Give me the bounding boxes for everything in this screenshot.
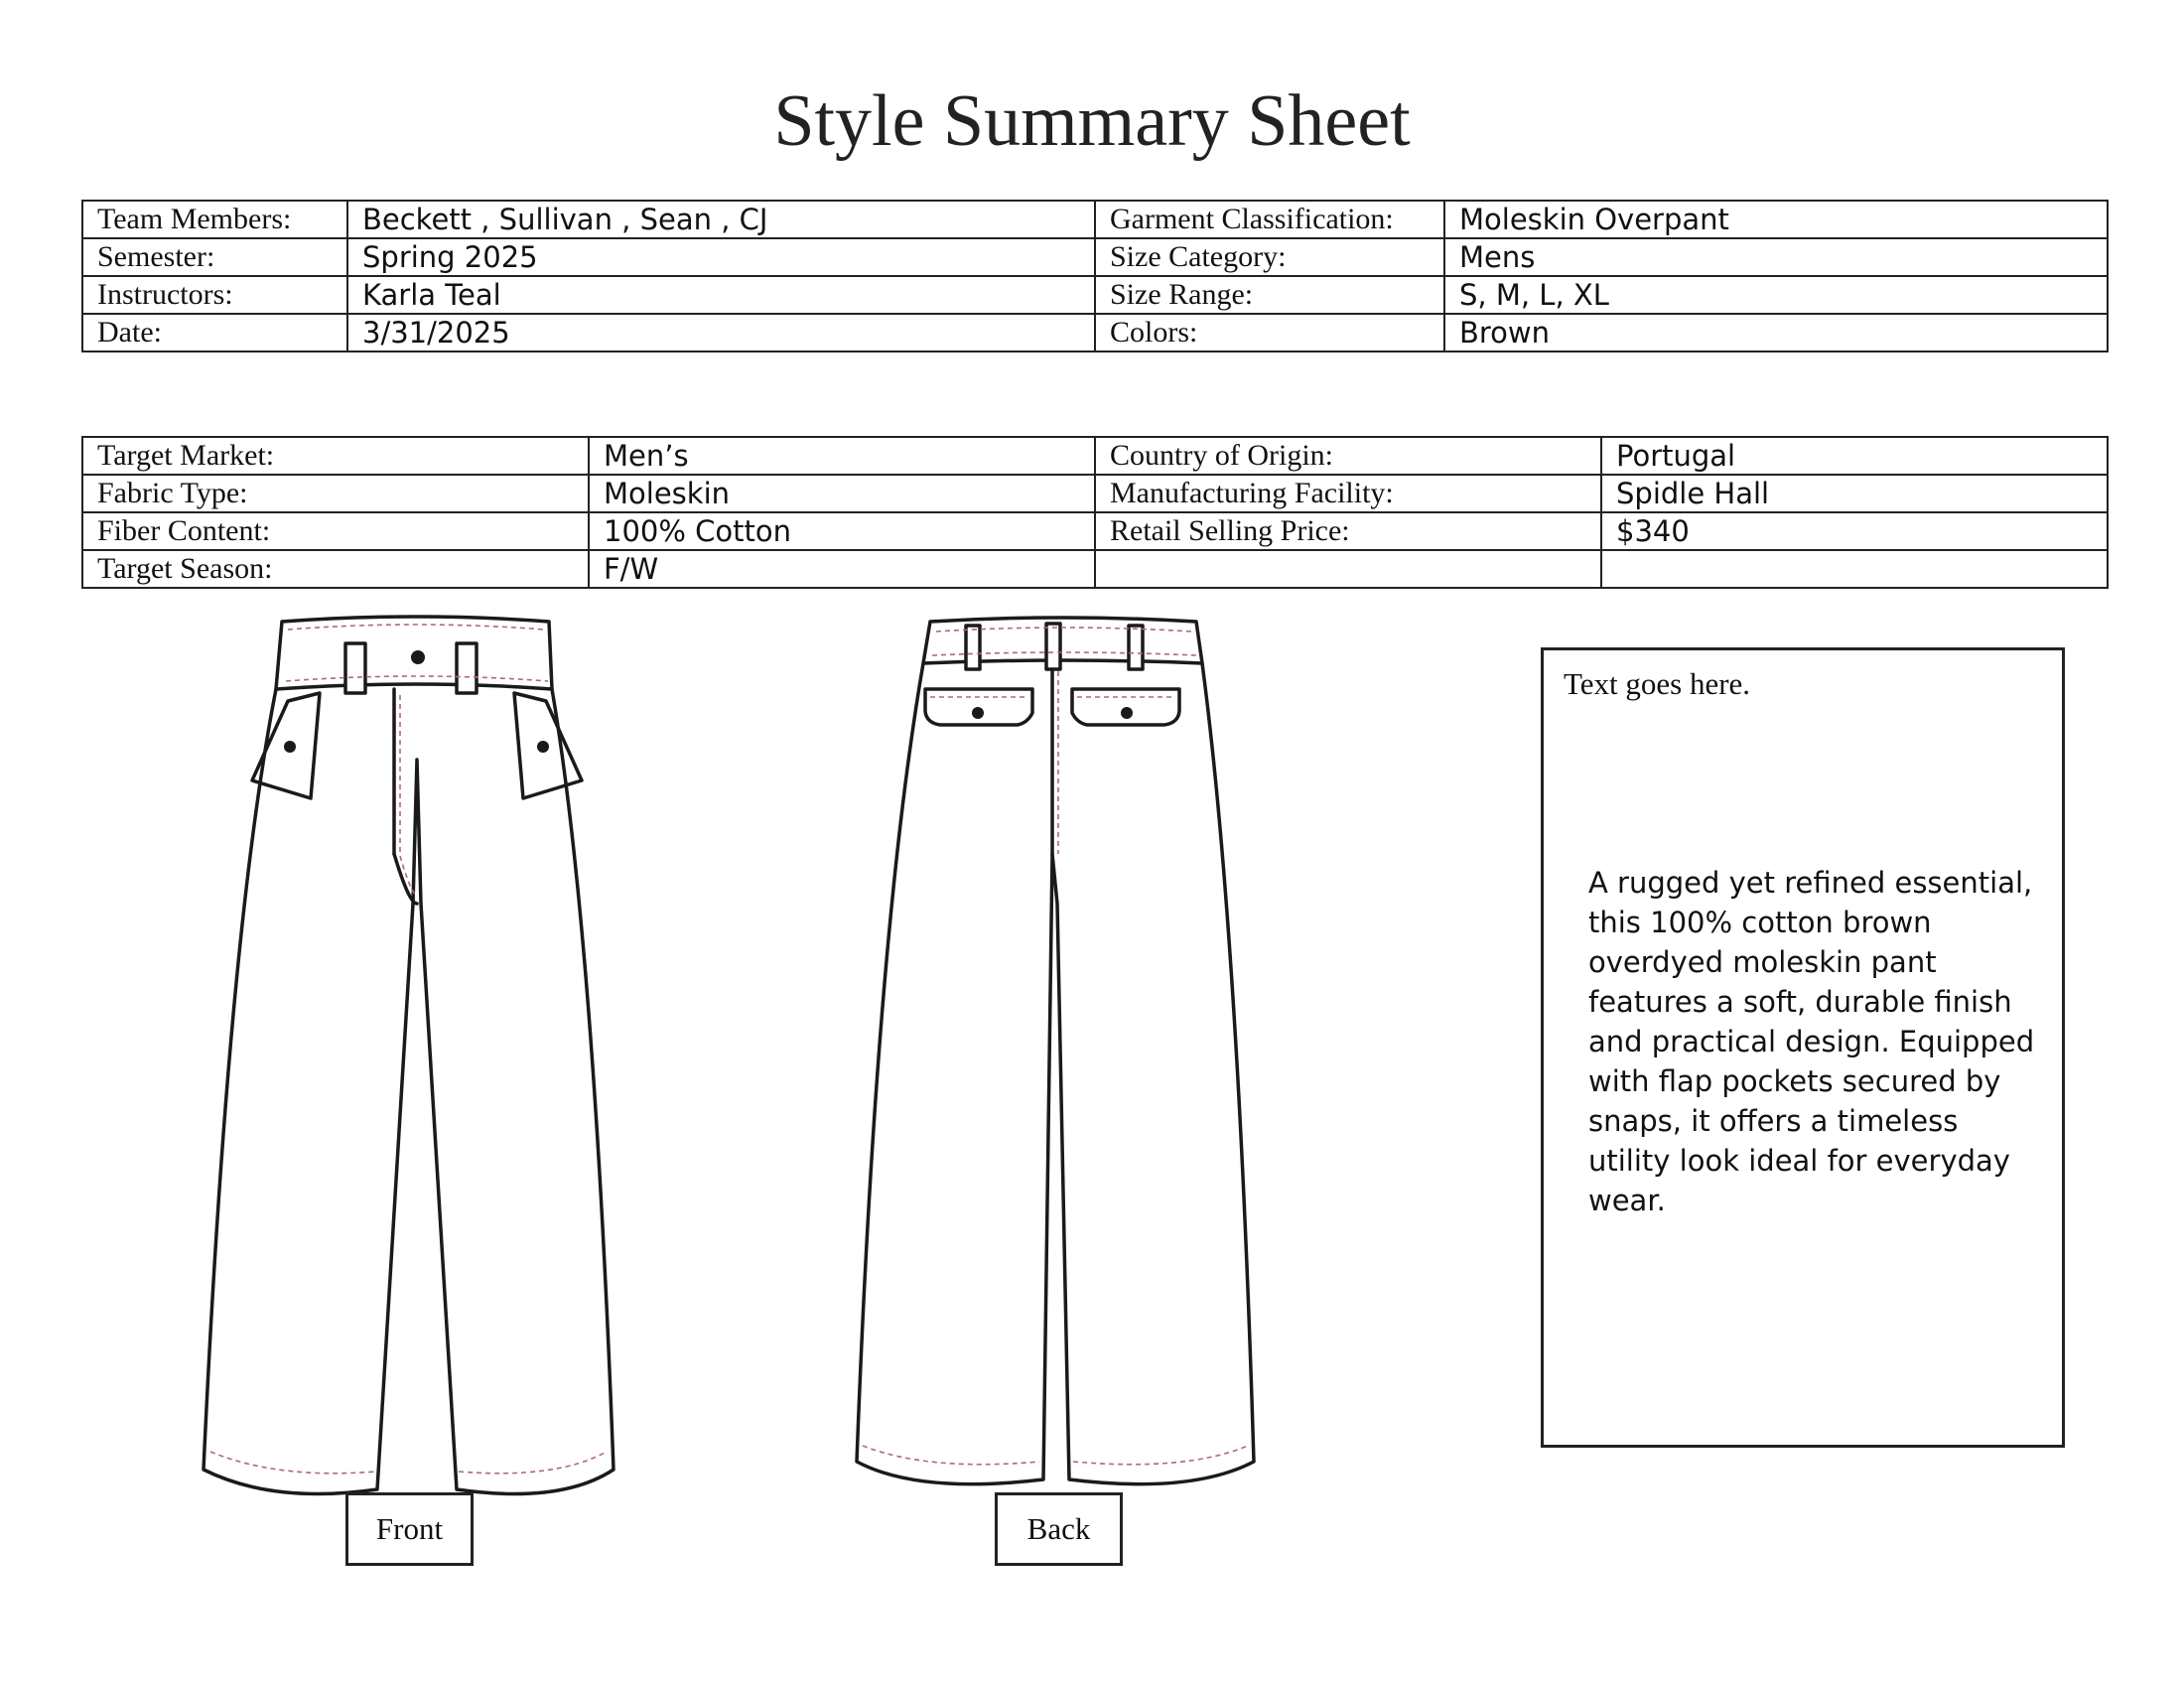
garment-info-table <box>81 200 2109 352</box>
retail-selling-price-value: $340 <box>1601 512 2108 550</box>
team-members-value: Beckett , Sullivan , Sean , CJ <box>347 201 1095 238</box>
size-category-value: Mens <box>1444 238 2108 276</box>
semester-label: Semester: <box>82 238 347 276</box>
garment-classification-label: Garment Classification: <box>1095 201 1444 238</box>
description-box <box>1541 647 2065 1448</box>
empty-cell <box>1095 550 1601 588</box>
table-row <box>82 276 2108 314</box>
table-row <box>82 314 2108 352</box>
back-caption: Back <box>995 1492 1123 1566</box>
manufacturing-facility-label: Manufacturing Facility: <box>1095 475 1601 512</box>
style-description: A rugged yet refined essential, this 100% cotton brown overdyed moleskin pant features a soft, durable finish and practical design. Equipped with flap pockets secured by snaps, it offers a timeless utility look ideal for everyday wear. <box>1588 866 2035 1217</box>
instructors-label: Instructors: <box>82 276 347 314</box>
front-pant-sketch <box>189 606 645 1504</box>
target-market-label: Target Market: <box>82 437 589 475</box>
empty-cell <box>1601 550 2108 588</box>
instructors-value: Karla Teal <box>347 276 1095 314</box>
fabric-type-value: Moleskin <box>589 475 1095 512</box>
size-category-label: Size Category: <box>1095 238 1444 276</box>
table-row <box>82 238 2108 276</box>
colors-value: Brown <box>1444 314 2108 352</box>
date-label: Date: <box>82 314 347 352</box>
table-row <box>82 437 2108 475</box>
front-caption: Front <box>345 1492 474 1566</box>
colors-label: Colors: <box>1095 314 1444 352</box>
country-of-origin-value: Portugal <box>1601 437 2108 475</box>
table-row <box>82 550 2108 588</box>
team-members-label: Team Members: <box>82 201 347 238</box>
size-range-value: S, M, L, XL <box>1444 276 2108 314</box>
target-season-value: F/W <box>589 550 1095 588</box>
fiber-content-value: 100% Cotton <box>589 512 1095 550</box>
target-market-value: Men’s <box>589 437 1095 475</box>
manufacturing-facility-value: Spidle Hall <box>1601 475 2108 512</box>
fiber-content-label: Fiber Content: <box>82 512 589 550</box>
fabric-type-label: Fabric Type: <box>82 475 589 512</box>
retail-selling-price-label: Retail Selling Price: <box>1095 512 1601 550</box>
market-info-table <box>81 436 2109 589</box>
page-title: Style Summary Sheet <box>773 80 1411 162</box>
size-range-label: Size Range: <box>1095 276 1444 314</box>
table-row <box>82 512 2108 550</box>
garment-classification-value: Moleskin Overpant <box>1444 201 2108 238</box>
placeholder-text: Text goes here. <box>1564 666 1751 701</box>
table-row <box>82 201 2108 238</box>
target-season-label: Target Season: <box>82 550 589 588</box>
date-value: 3/31/2025 <box>347 314 1095 352</box>
table-row <box>82 475 2108 512</box>
back-pant-sketch <box>849 606 1276 1504</box>
country-of-origin-label: Country of Origin: <box>1095 437 1601 475</box>
semester-value: Spring 2025 <box>347 238 1095 276</box>
